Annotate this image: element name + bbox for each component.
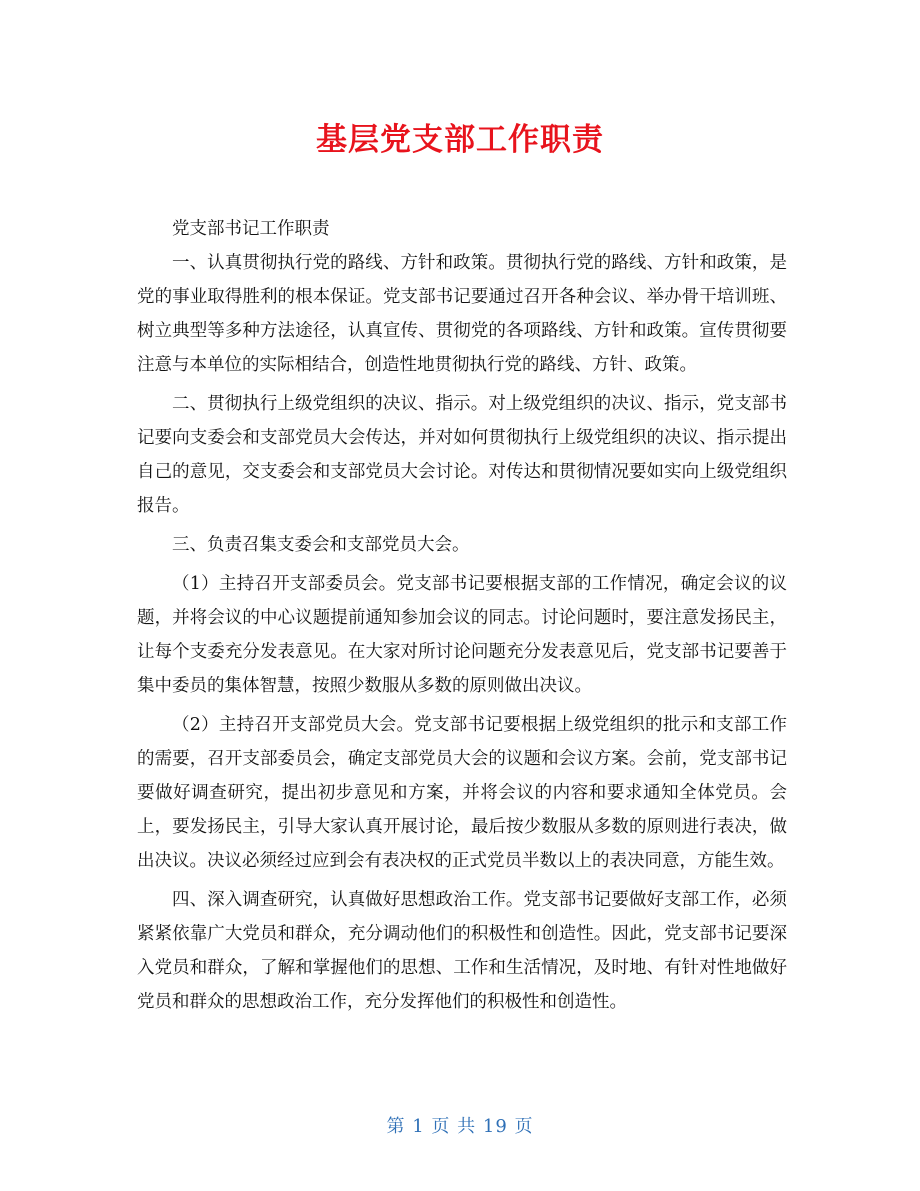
section-heading: 党支部书记工作职责 [172,219,330,239]
paragraph-2: 二、贯彻执行上级党组织的决议、指示。对上级党组织的决议、指示，党支部书记要向支委会和支部党员大会传达，并对如何贯彻执行上级党组织的决议、指示提出自己的意见，交支委会和支部党员大会讨论。对传达和贯彻情况要如实向上级党组织报告。 [137,394,787,516]
paragraph-6: 四、深入调查研究，认真做好思想政治工作。党支部书记要做好支部工作，必须紧紧依靠广大党员和群众，充分调动他们的积极性和创造性。因此，党支部书记要深入党员和群众，了解和掌握他们的思想、工作和生活情况，及时地、有针对性地做好党员和群众的思想政治工作，充分发挥他们的积极性和创造性。 [137,890,787,1012]
page-number-footer [0,1112,920,1138]
paragraph-4: （1）主持召开支部委员会。党支部书记要根据支部的工作情况，确定会议的议题，并将会议的中心议题提前通知参加会议的同志。讨论问题时，要注意发扬民主，让每个支委充分发表意见。在大家对所讨论问题充分发表意见后，党支部书记要善于集中委员的集体智慧，按照少数服从多数的原则做出决议。 [137,574,787,696]
document-body [137,212,787,1019]
footer-total-pages: 19 [482,1116,508,1137]
paragraph-1: 一、认真贯彻执行党的路线、方针和政策。贯彻执行党的路线、方针和政策，是党的事业取得胜利的根本保证。党支部书记要通过召开各种会议、举办骨干培训班、树立典型等多种方法途径，认真宣传、贯彻党的各项路线、方针和政策。宣传贯彻要注意与本单位的实际相结合，创造性地贯彻执行党的路线、方针、政策。 [137,253,787,375]
document-title: 基层党支部工作职责 [316,122,604,158]
footer-prefix: 第 [386,1116,406,1137]
footer-suffix: 页 [514,1116,534,1137]
paragraph-5: （2）主持召开支部党员大会。党支部书记要根据上级党组织的批示和支部工作的需要，召开支部委员会，确定支部党员大会的议题和会议方案。会前，党支部书记要做好调查研究，提出初步意见和方案，并将会议的内容和要求通知全体党员。会上，要发扬民主，引导大家认真开展讨论，最后按少数服从多数的原则进行表决，做出决议。决议必须经过应到会有表决权的正式党员半数以上的表决同意，方能生效。 [137,715,787,871]
footer-current-page: 1 [412,1116,425,1137]
footer-middle: 页 共 [431,1116,477,1137]
paragraph-3: 三、负责召集支委会和支部党员大会。 [172,535,470,555]
